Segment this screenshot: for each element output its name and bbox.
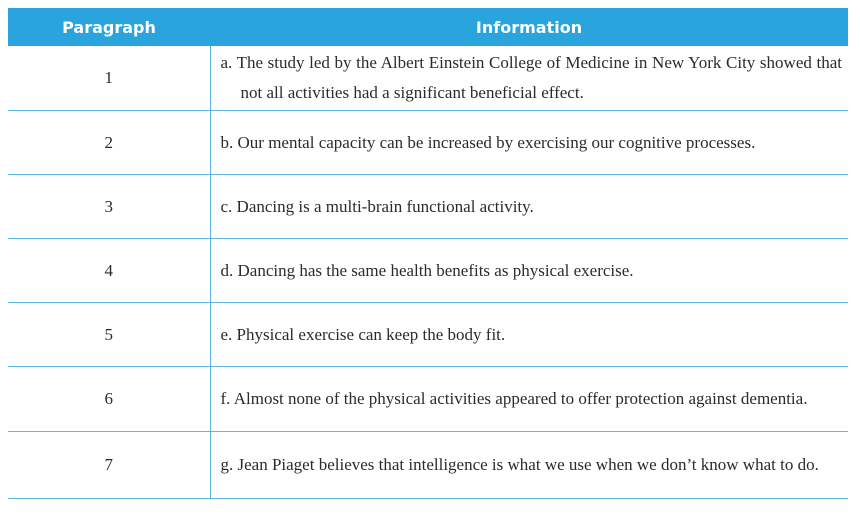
information-text: e. Physical exercise can keep the body fit. [220,324,506,344]
information-cell [210,175,848,239]
information-text: f. Almost none of the physical activities appeared to offer protection against dementia. [220,389,808,408]
information-text: g. Jean Piaget believes that intelligence is what we use when we don’t know what to do. [220,455,819,474]
information-text: a. The study led by the Albert Einstein College of Medicine in New York City showed that not all activities had a significant beneficial effect. [220,53,842,102]
information-cell [210,367,848,432]
information-cell [210,46,848,111]
table-row [8,303,848,367]
paragraph-number: 3 [8,175,210,239]
paragraph-number: 7 [8,432,210,499]
paragraph-number: 6 [8,367,210,432]
paragraph-number: 5 [8,303,210,367]
information-cell [210,432,848,499]
table-row [8,175,848,239]
paragraph-number: 1 [8,46,210,111]
matching-table [8,8,848,499]
information-text: c. Dancing is a multi-brain functional activity. [220,196,534,216]
header-paragraph: Paragraph [8,8,210,46]
table-row [8,367,848,432]
table-header-row [8,8,848,46]
table-row [8,46,848,111]
information-cell [210,303,848,367]
information-text: b. Our mental capacity can be increased by exercising our cognitive processes. [220,132,756,152]
table-row [8,239,848,303]
information-cell [210,111,848,175]
table-row [8,432,848,499]
header-information: Information [210,8,848,46]
table-row [8,111,848,175]
information-text: d. Dancing has the same health benefits as physical exercise. [220,260,634,280]
paragraph-number: 4 [8,239,210,303]
information-cell [210,239,848,303]
paragraph-number: 2 [8,111,210,175]
